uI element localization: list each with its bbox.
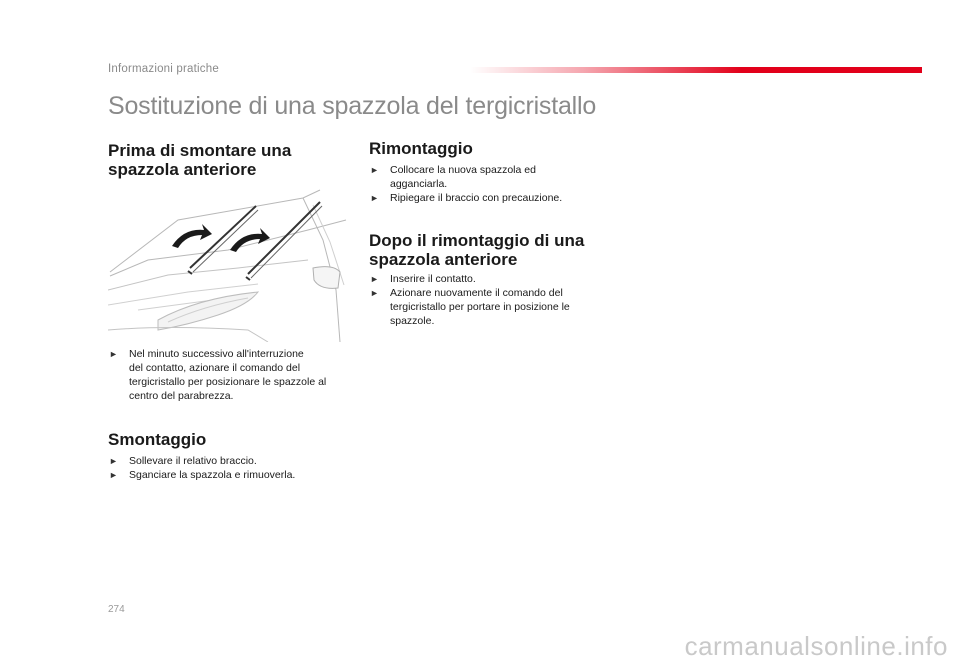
step-line: Sganciare la spazzola e rimuoverla. [129, 469, 296, 481]
heading-refitting: Rimontaggio [369, 139, 473, 158]
list-item [108, 454, 358, 468]
watermark: carmanualsonline.info [684, 631, 948, 661]
triangle-bullet-icon: ► [109, 349, 118, 359]
step-line: centro del parabrezza. [129, 390, 234, 402]
right-steps-2 [369, 272, 609, 328]
heading-before-removal-line2: spazzola anteriore [108, 160, 257, 179]
heading-after-refitting-line2: spazzola anteriore [369, 250, 518, 269]
list-item [369, 286, 609, 328]
step-line: agganciarla. [390, 178, 448, 190]
header-accent-bar [470, 67, 922, 73]
step-line: Inserire il contatto. [390, 273, 476, 285]
triangle-bullet-icon: ► [370, 274, 379, 284]
triangle-bullet-icon: ► [370, 165, 379, 175]
triangle-bullet-icon: ► [370, 288, 379, 298]
step-line: tergicristallo per posizionare le spazzole al [129, 376, 327, 388]
heading-after-refitting-line1: Dopo il rimontaggio di una [369, 231, 585, 250]
step-line: tergicristallo per portare in posizione le [390, 301, 570, 313]
heading-after-refitting [369, 231, 584, 269]
list-item [369, 272, 609, 286]
step-line: Collocare la nuova spazzola ed [390, 164, 536, 176]
heading-removal: Smontaggio [108, 430, 207, 449]
step-line: Nel minuto successivo all'interruzione [129, 348, 304, 360]
step-line: Sollevare il relativo braccio. [129, 455, 257, 467]
section-label: Informazioni pratiche [108, 63, 219, 75]
triangle-bullet-icon: ► [109, 470, 118, 480]
list-item [108, 468, 358, 482]
wiper-illustration [108, 180, 348, 342]
list-item [108, 347, 358, 403]
step-line: Ripiegare il braccio con precauzione. [390, 192, 563, 204]
triangle-bullet-icon: ► [109, 456, 118, 466]
left-steps-1 [108, 347, 358, 403]
heading-before-removal-line1: Prima di smontare una [108, 141, 292, 160]
page-title: Sostituzione di una spazzola del tergicristallo [108, 92, 597, 120]
left-steps-2 [108, 454, 358, 482]
triangle-bullet-icon: ► [370, 193, 379, 203]
heading-before-removal [108, 141, 291, 179]
right-steps-1 [369, 163, 609, 205]
page-number: 274 [108, 604, 125, 615]
step-line: spazzole. [390, 315, 435, 327]
list-item [369, 163, 609, 191]
windshield-wiper-icon [108, 180, 348, 342]
step-line: del contatto, azionare il comando del [129, 362, 301, 374]
step-line: Azionare nuovamente il comando del [390, 287, 563, 299]
list-item [369, 191, 609, 205]
